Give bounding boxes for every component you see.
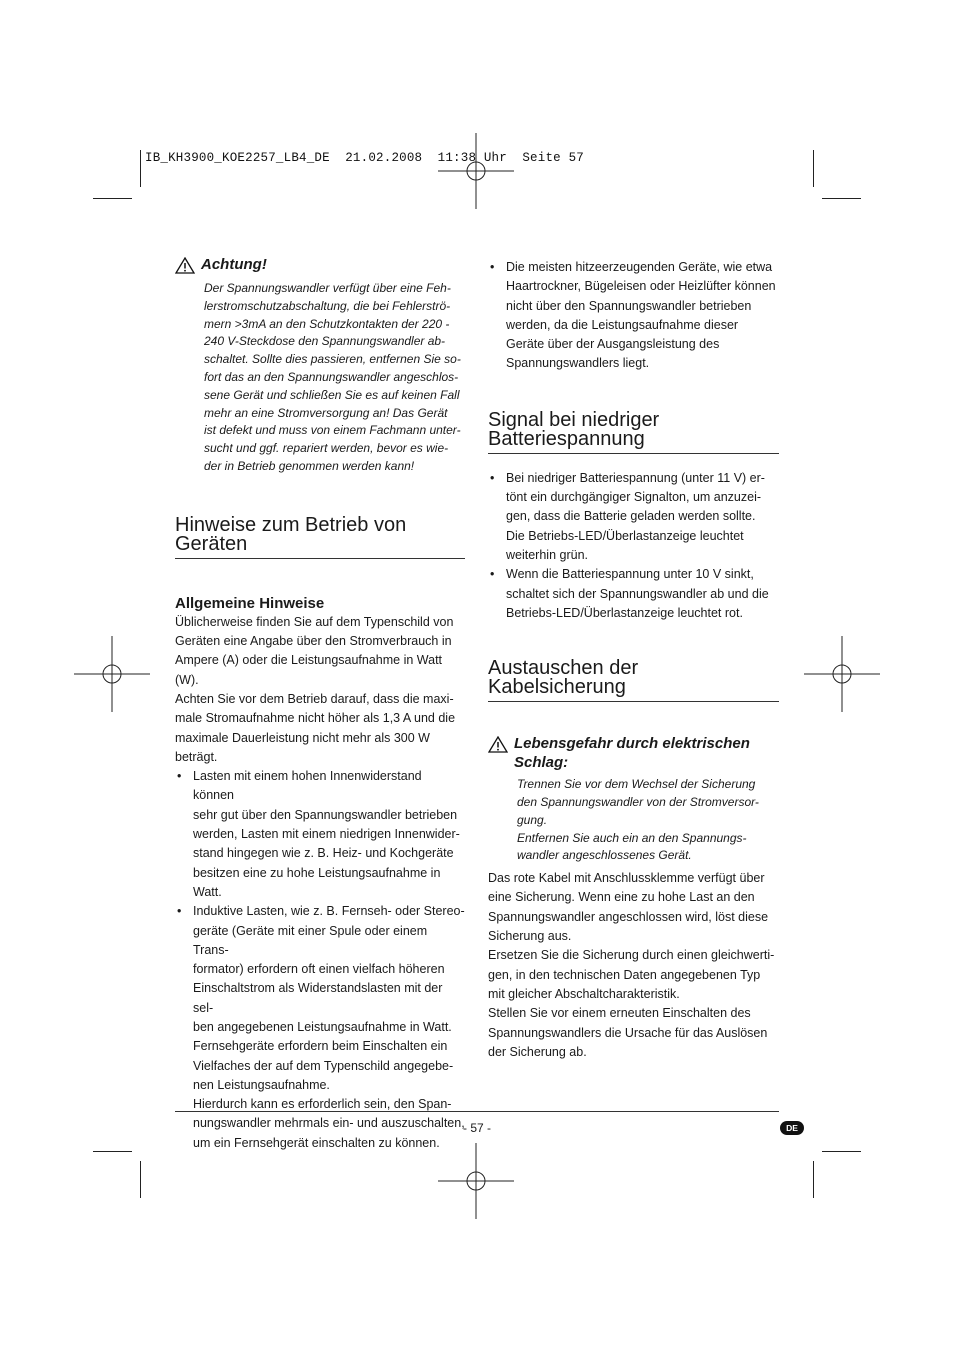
text-line: lerstromschutzabschaltung, die bei Fehlerströ- [204,298,451,313]
crop-mark [813,1161,814,1198]
list-item [488,258,779,374]
text-line: fort das an den Spannungswandler angeschlos- [204,369,459,384]
text-line: maximale Dauerleistung nicht mehr als 300 W [175,730,430,745]
registration-mark [804,636,880,712]
text-line: besitzen eine zu hohe Leistungsaufnahme in Watt. [193,865,441,899]
title-line: Austauschen der [488,657,639,680]
warning-heading [488,734,779,772]
list-item [175,767,465,902]
text-line: mehr an eine Stromversorgung an! Das Gerät [204,405,448,420]
text-line: mit gleicher Abschaltcharakteristik. [488,986,680,1001]
bullet-list [488,469,779,623]
warning-icon [175,257,195,274]
text-line: Ampere (A) oder die Leistungsaufnahme in Watt (W). [175,653,443,687]
text-line: geräte (Geräte mit einer Spule oder einem Trans- [193,923,428,957]
text-line: der Sicherung ab. [488,1044,587,1059]
text-line: Achten Sie vor dem Betrieb darauf, dass die maxi- [175,691,454,706]
text-line: nungswandler mehrmals ein- und auszuschalten, [193,1116,465,1131]
text-line: Fernsehgeräte erfordern beim Einschalten ein [193,1039,448,1054]
list-item [488,565,779,623]
text-line: stand hingegen wie z. B. Heiz- und Kochgeräte [193,846,454,861]
warning-title [514,734,750,772]
print-slug: IB_KH3900_KOE2257_LB4_DE 21.02.2008 11:38 Uhr Seite 57 [145,151,584,165]
text-line: Stellen Sie vor einem erneuten Einschalten des [488,1006,751,1021]
text-line: nen Leistungsaufnahme. [193,1077,330,1092]
text-line: Sicherung aus. [488,929,572,944]
title-line: Kabelsicherung [488,676,626,699]
text-line: beträgt. [175,749,218,764]
text-line: male Stromaufnahme nicht höher als 1,3 A und die [175,711,456,726]
text-line: Spannungswandlers die Ursache für das Auslösen [488,1025,768,1040]
text-line: Das rote Kabel mit Anschlussklemme verfügt über [488,871,765,886]
title-line: Hinweise zum Betrieb von [175,513,407,536]
text-line: Die Betriebs-LED/Überlastanzeige leuchtet [506,528,744,543]
bullet-list [488,258,779,374]
crop-mark [822,1151,861,1152]
text-line: sucht und ggf. repariert werden, bevor es wie- [204,441,449,456]
title-line: Schlag: [514,754,569,772]
text-line: gen, in den technischen Daten angegebenen Typ [488,967,761,982]
text-line: Ersetzen Sie die Sicherung durch einen gleichwerti- [488,948,775,963]
registration-mark [74,636,150,712]
intro-paragraph [175,613,465,767]
title-line: Lebensgefahr durch elektrischen [514,735,750,753]
page-number: - 57 - [462,1121,491,1135]
text-line: werden, Lasten mit einem niedrigen Innenwider- [193,827,460,842]
text-line: Der Spannungswandler verfügt über eine Feh- [204,281,451,295]
text-line: den Spannungswandler von der Stromversor- [517,794,759,809]
text-line: Vielfaches der auf dem Typenschild angegebe- [193,1058,454,1073]
fuse-paragraph [488,869,779,1062]
list-item [488,469,779,565]
text-line: schaltet sich der Spannungswandler ab und die [506,586,769,601]
footer-rule [175,1111,779,1112]
text-line: der in Betrieb genommen werden kann! [204,458,415,473]
list-item [175,902,465,1153]
text-line: Betriebs-LED/Überlastanzeige leuchtet rot. [506,605,743,620]
text-line: sehr gut über den Spannungswandler betrieben [193,807,458,822]
crop-mark [140,1161,141,1198]
crop-mark [140,150,141,187]
registration-mark [438,133,514,209]
bullet-list [175,767,465,1153]
text-line: gung. [517,812,548,827]
text-line: • Die meisten hitzeerzeugenden Geräte, wie etwa [506,260,773,274]
text-line: 240 V-Steckdose den Spannungswandler ab- [204,334,446,349]
text-line: tönt ein durchgängiger Signalton, um anzuzei- [506,490,762,505]
text-line: schaltet. Sollte dies passieren, entfernen Sie so- [204,352,461,367]
text-line: • Wenn die Batteriespannung unter 10 V sinkt, [506,567,754,582]
text-line: mern >3mA an den Schutzkontakten der 220 - [204,316,450,331]
text-line: eine Sicherung. Wenn eine zu hohe Last an den [488,890,755,905]
text-line: • Bei niedriger Batteriespannung (unter 11 V) er- [506,470,765,485]
warning-text [517,776,779,865]
crop-mark [93,1151,132,1152]
text-line: ist defekt und muss von einem Fachmann unter- [204,423,461,438]
text-line: gen, dass die Batterie geladen werden sollte. [506,509,756,524]
text-line: Üblicherweise finden Sie auf dem Typenschild von [175,614,454,629]
warning-text [204,280,465,476]
text-line: Hierdurch kann es erforderlich sein, den Span- [193,1097,452,1112]
text-line: Geräten eine Angabe über den Stromverbrauch in [175,634,452,649]
text-line: Einschaltstrom als Widerstandslasten mit der sel- [193,981,443,1015]
text-line: Entfernen Sie auch ein an den Spannungs- [517,830,747,845]
text-line: wandler angeschlossenes Gerät. [517,848,692,863]
text-line: • Lasten mit einem hohen Innenwiderstand können [193,769,422,803]
warning-icon [488,736,508,753]
text-line: Geräte über der Ausgangsleistung des [506,337,720,352]
text-line: werden, da die Leistungsaufnahme dieser [506,317,739,332]
text-line: Spannungswandler angeschlossen wird, löst diese [488,909,769,924]
left-column [175,255,465,1153]
title-line: Batteriespannung [488,427,645,450]
crop-mark [93,198,132,199]
title-line: Geräten [175,532,248,555]
registration-mark [438,1143,514,1219]
text-line: Spannungswandlers liegt. [506,356,650,371]
text-line: • Induktive Lasten, wie z. B. Fernseh- oder Stereo- [193,904,465,919]
text-line: nicht über den Spannungswandler betrieben [506,298,752,313]
subheading-general: Allgemeine Hinweise [175,594,325,612]
text-line: formator) erfordern oft einen vielfach höheren [193,962,445,977]
text-line: sene Gerät und schließen Sie es auf keinen Fall [204,387,460,402]
warning-heading [175,255,465,274]
section-title-signal [488,408,779,454]
text-line: Trennen Sie vor dem Wechsel der Sicherung [517,777,756,792]
title-line: Signal bei niedriger [488,408,660,431]
crop-mark [822,198,861,199]
section-title-operation [175,513,465,559]
section-title-fuse [488,659,779,702]
text-line: Haartrockner, Bügeleisen oder Heizlüfter können [506,279,776,294]
text-line: ben angegebenen Leistungsaufnahme in Watt. [193,1020,452,1034]
language-badge: DE [780,1121,804,1135]
text-line: um ein Fernsehgerät einschalten zu können. [193,1135,440,1150]
warning-title: Achtung! [201,256,267,273]
crop-mark [813,150,814,187]
right-column [488,258,779,1062]
text-line: weiterhin grün. [506,547,588,562]
